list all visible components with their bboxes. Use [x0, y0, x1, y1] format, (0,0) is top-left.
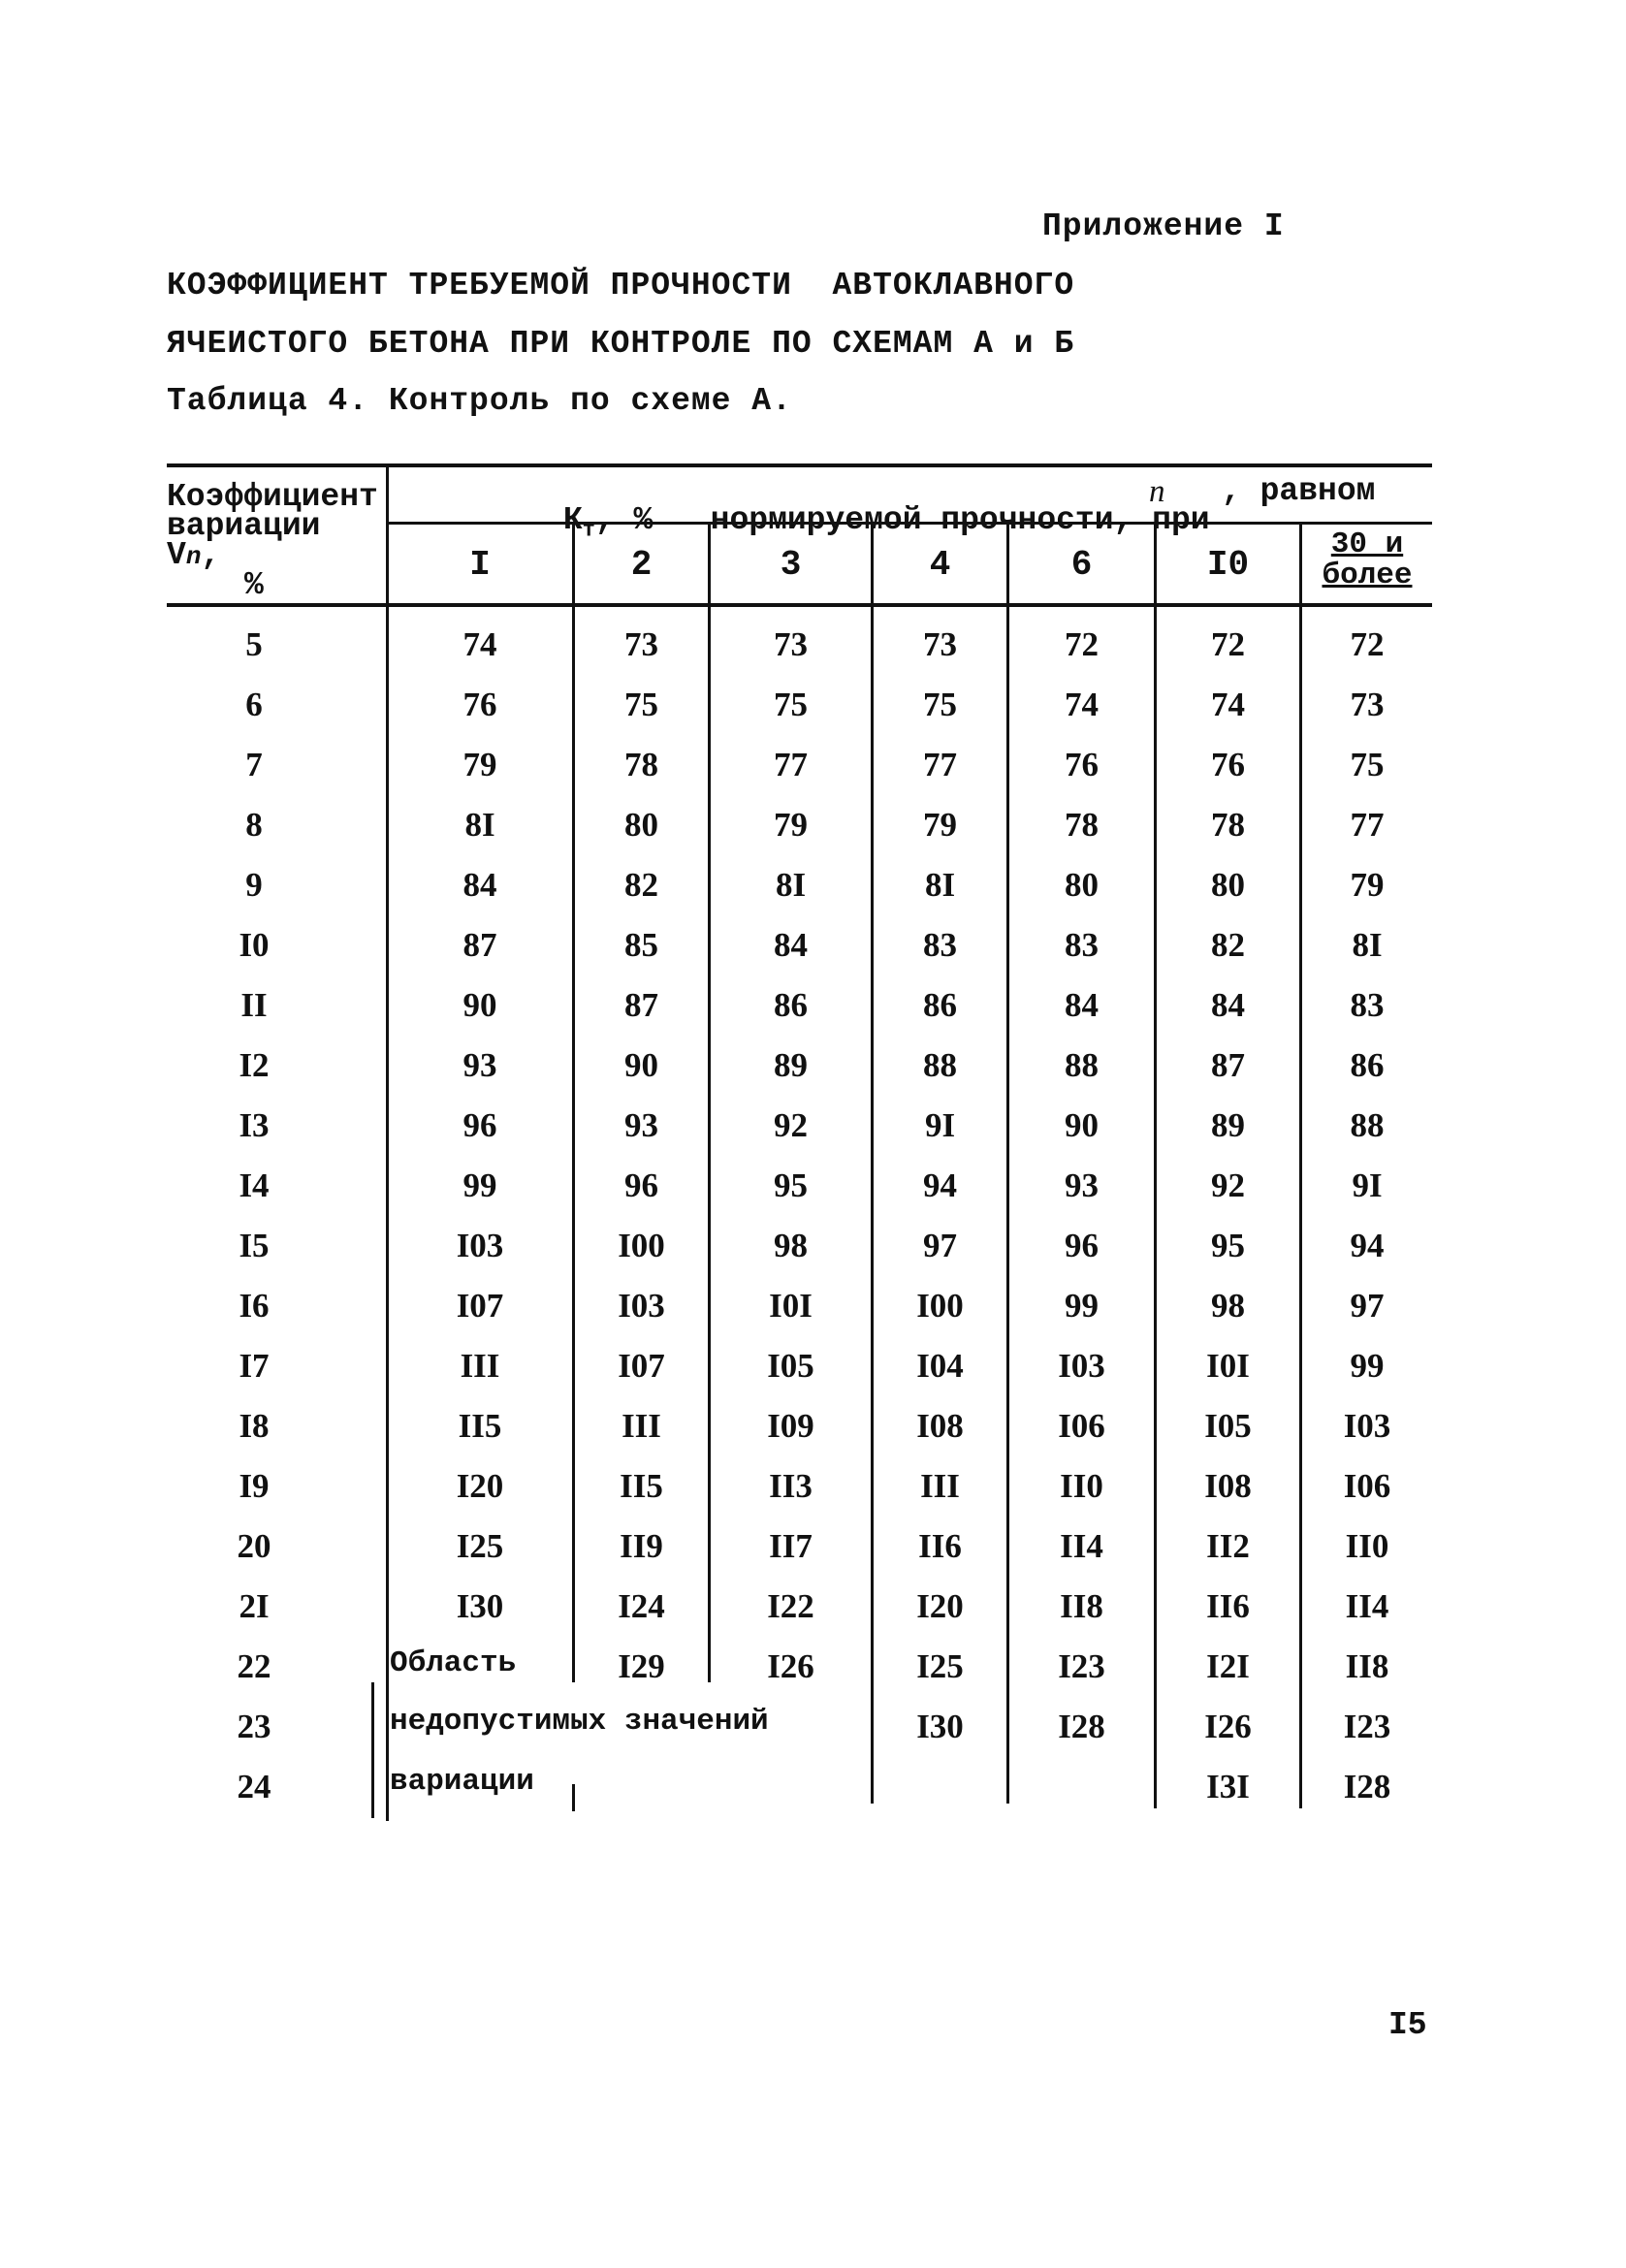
- table-cell: 87: [1211, 1046, 1245, 1084]
- table-cell: 9I: [1352, 1166, 1383, 1204]
- page-number: I5: [1388, 2007, 1427, 2043]
- table-cell: 88: [1065, 1046, 1099, 1084]
- table-cell: 75: [923, 686, 957, 723]
- region-text-line-3: вариации: [390, 1765, 534, 1799]
- table-cell: 77: [1350, 806, 1385, 844]
- table-cell: 72: [1350, 625, 1385, 663]
- table-cell: II6: [1206, 1587, 1250, 1625]
- table-cell: 76: [1211, 746, 1245, 783]
- table-cell: 72: [1211, 625, 1245, 663]
- table-cell: 73: [774, 625, 808, 663]
- table-cell: 8I: [775, 866, 807, 904]
- row-label: 2I: [239, 1587, 270, 1625]
- table-cell: 80: [1065, 866, 1099, 904]
- row-label: 8: [245, 806, 263, 844]
- table-cell: II2: [1206, 1527, 1250, 1565]
- table-cell: I07: [618, 1347, 665, 1385]
- table-cell: 87: [624, 986, 658, 1024]
- table-cell: I26: [1204, 1708, 1252, 1745]
- table-cell: 89: [774, 1046, 808, 1084]
- equal-label: , равном: [1222, 473, 1376, 509]
- table-cell: 92: [774, 1106, 808, 1144]
- table-cell: 84: [1211, 986, 1245, 1024]
- table-cell: III: [920, 1467, 960, 1505]
- table-cell: 83: [1350, 986, 1385, 1024]
- table-cell: I23: [1343, 1708, 1391, 1745]
- table-cell: I20: [916, 1587, 964, 1625]
- column-header: 4: [929, 545, 951, 585]
- region-tick: [572, 1784, 575, 1811]
- table-cell: 97: [923, 1227, 957, 1264]
- table-cell: 72: [1065, 625, 1099, 663]
- table-cell: I09: [767, 1407, 814, 1445]
- table-cell: I22: [767, 1587, 814, 1625]
- table-cell: 8I: [464, 806, 495, 844]
- table-cell: I28: [1343, 1768, 1391, 1805]
- table-cell: I06: [1343, 1467, 1391, 1505]
- table-cell: II0: [1345, 1527, 1389, 1565]
- row-label: II: [240, 986, 268, 1024]
- table-cell: II8: [1060, 1587, 1103, 1625]
- table-cell: 93: [624, 1106, 658, 1144]
- table-cell: I23: [1058, 1647, 1105, 1685]
- table-cell: 87: [462, 926, 497, 964]
- table-cell: 75: [1350, 746, 1385, 783]
- row-label: I5: [239, 1227, 270, 1264]
- table-cell: 93: [1065, 1166, 1099, 1204]
- table-cell: 93: [462, 1046, 497, 1084]
- table-cell: 84: [1065, 986, 1099, 1024]
- table-cell: 86: [923, 986, 957, 1024]
- row-label: I9: [239, 1467, 270, 1505]
- kt-header: $К_т$, % нормируемой прочности, при: [562, 502, 1210, 543]
- table-cell: 99: [1350, 1347, 1385, 1385]
- table-top-rule: [167, 463, 1432, 467]
- row-label: I3: [239, 1106, 270, 1144]
- table-cell: 85: [624, 926, 658, 964]
- table-cell: 84: [774, 926, 808, 964]
- table-cell: 8I: [1352, 926, 1383, 964]
- row-header: [167, 479, 385, 603]
- table-cell: 80: [624, 806, 658, 844]
- table-cell: I0I: [769, 1287, 813, 1325]
- table-cell: 98: [774, 1227, 808, 1264]
- column-header: 3: [780, 545, 802, 585]
- table-cell: I28: [1058, 1708, 1105, 1745]
- table-cell: 78: [1065, 806, 1099, 844]
- table-cell: 96: [462, 1106, 497, 1144]
- region-left-line: [371, 1682, 374, 1818]
- table-cell: 73: [1350, 686, 1385, 723]
- table-cell: II5: [620, 1467, 663, 1505]
- column-header: 30 и более: [1322, 527, 1413, 592]
- table-cell: 73: [923, 625, 957, 663]
- row-header-line-3: %: [244, 567, 264, 603]
- row-label: I8: [239, 1407, 270, 1445]
- table-cell: III: [622, 1407, 661, 1445]
- table-cell: 96: [1065, 1227, 1099, 1264]
- column-header: 6: [1070, 545, 1093, 585]
- table-cell: I0I: [1206, 1347, 1250, 1385]
- table-cell: 84: [462, 866, 497, 904]
- table-cell: II8: [1345, 1647, 1389, 1685]
- table-cell: I00: [916, 1287, 964, 1325]
- row-label: I0: [239, 926, 270, 964]
- table-cell: 86: [1350, 1046, 1385, 1084]
- table-cell: 74: [1211, 686, 1245, 723]
- table-cell: 90: [624, 1046, 658, 1084]
- table-cell: 94: [923, 1166, 957, 1204]
- table-cell: I2I: [1206, 1647, 1250, 1685]
- table-cell: I08: [916, 1407, 964, 1445]
- table-cell: 9I: [924, 1106, 956, 1144]
- table-cell: I06: [1058, 1407, 1105, 1445]
- appendix-label: Приложение I: [1042, 208, 1285, 244]
- row-label: 7: [245, 746, 263, 783]
- table-cell: 77: [774, 746, 808, 783]
- table-cell: 95: [774, 1166, 808, 1204]
- region-text-line-2: недопустимых значений: [390, 1705, 769, 1739]
- table-cell: II3: [769, 1467, 813, 1505]
- table-cell: 75: [774, 686, 808, 723]
- table-cell: I29: [618, 1647, 665, 1685]
- table-cell: I00: [618, 1227, 665, 1264]
- table-cell: II9: [620, 1527, 663, 1565]
- table-cell: 82: [1211, 926, 1245, 964]
- table-cell: I03: [618, 1287, 665, 1325]
- table-cell: I03: [1058, 1347, 1105, 1385]
- table-cell: 77: [923, 746, 957, 783]
- table-cell: 90: [1065, 1106, 1099, 1144]
- table-cell: 97: [1350, 1287, 1385, 1325]
- title-line-2: ЯЧЕИСТОГО БЕТОНА ПРИ КОНТРОЛЕ ПО СХЕМАМ А и Б: [167, 326, 1075, 362]
- header-bottom-rule: [167, 603, 1432, 607]
- row-label: I4: [239, 1166, 270, 1204]
- table-cell: I25: [456, 1527, 504, 1565]
- table-cell: 83: [1065, 926, 1099, 964]
- table-cell: I3I: [1206, 1768, 1250, 1805]
- table-cell: 79: [923, 806, 957, 844]
- table-cell: I08: [1204, 1467, 1252, 1505]
- table-cell: I20: [456, 1467, 504, 1505]
- table-cell: 74: [462, 625, 497, 663]
- table-cell: I07: [456, 1287, 504, 1325]
- table-cell: 8I: [924, 866, 956, 904]
- table-cell: I04: [916, 1347, 964, 1385]
- table-cell: 78: [624, 746, 658, 783]
- row-label: 23: [237, 1708, 271, 1745]
- table-cell: III: [460, 1347, 500, 1385]
- table-cell: I05: [1204, 1407, 1252, 1445]
- table-cell: 80: [1211, 866, 1245, 904]
- row-label: I6: [239, 1287, 270, 1325]
- table-cell: 89: [1211, 1106, 1245, 1144]
- column-header: 2: [630, 545, 653, 585]
- table-cell: 76: [462, 686, 497, 723]
- row-label: 20: [237, 1527, 271, 1565]
- table-cell: II4: [1060, 1527, 1103, 1565]
- table-cell: 88: [1350, 1106, 1385, 1144]
- table-cell: 76: [1065, 746, 1099, 783]
- table-cell: 86: [774, 986, 808, 1024]
- table-cell: I30: [916, 1708, 964, 1745]
- table-cell: 83: [923, 926, 957, 964]
- table-cell: 90: [462, 986, 497, 1024]
- table-cell: I26: [767, 1647, 814, 1685]
- table-cell: II5: [458, 1407, 502, 1445]
- table-cell: 78: [1211, 806, 1245, 844]
- table-cell: I30: [456, 1587, 504, 1625]
- row-label: 22: [237, 1647, 271, 1685]
- table-cell: 79: [1350, 866, 1385, 904]
- table-cell: I25: [916, 1647, 964, 1685]
- table-cell: 95: [1211, 1227, 1245, 1264]
- row-label: 9: [245, 866, 263, 904]
- table-cell: I03: [456, 1227, 504, 1264]
- table-cell: II0: [1060, 1467, 1103, 1505]
- row-label: I7: [239, 1347, 270, 1385]
- table-cell: 79: [774, 806, 808, 844]
- table-cell: 74: [1065, 686, 1099, 723]
- table-cell: I03: [1343, 1407, 1391, 1445]
- region-text-line-1: Область: [390, 1646, 517, 1680]
- row-label: 24: [237, 1768, 271, 1805]
- row-header-line-1: Коэффициент: [167, 479, 378, 515]
- column-header: I0: [1206, 545, 1250, 585]
- table-cell: I24: [618, 1587, 665, 1625]
- n-symbol: n: [1149, 474, 1165, 509]
- table-cell: 73: [624, 625, 658, 663]
- table-cell: 99: [1065, 1287, 1099, 1325]
- row-label: I2: [239, 1046, 270, 1084]
- row-header-line-2: вариации Vn,: [167, 508, 321, 573]
- table-cell: 98: [1211, 1287, 1245, 1325]
- table-cell: II4: [1345, 1587, 1389, 1625]
- table-cell: 94: [1350, 1227, 1385, 1264]
- row-label: 6: [245, 686, 263, 723]
- table-cell: 92: [1211, 1166, 1245, 1204]
- table-cell: II6: [918, 1527, 962, 1565]
- row-label: 5: [245, 625, 263, 663]
- column-header: I: [469, 545, 491, 585]
- title-line-1: КОЭФФИЦИЕНТ ТРЕБУЕМОЙ ПРОЧНОСТИ АВТОКЛАВНОГО: [167, 268, 1075, 303]
- table-cell: 88: [923, 1046, 957, 1084]
- table-cell: 99: [462, 1166, 497, 1204]
- table-cell: 96: [624, 1166, 658, 1204]
- table-cell: I05: [767, 1347, 814, 1385]
- table-cell: 79: [462, 746, 497, 783]
- table-cell: II7: [769, 1527, 813, 1565]
- table-cell: 82: [624, 866, 658, 904]
- table-caption: Таблица 4. Контроль по схеме А.: [167, 383, 792, 419]
- table-cell: 75: [624, 686, 658, 723]
